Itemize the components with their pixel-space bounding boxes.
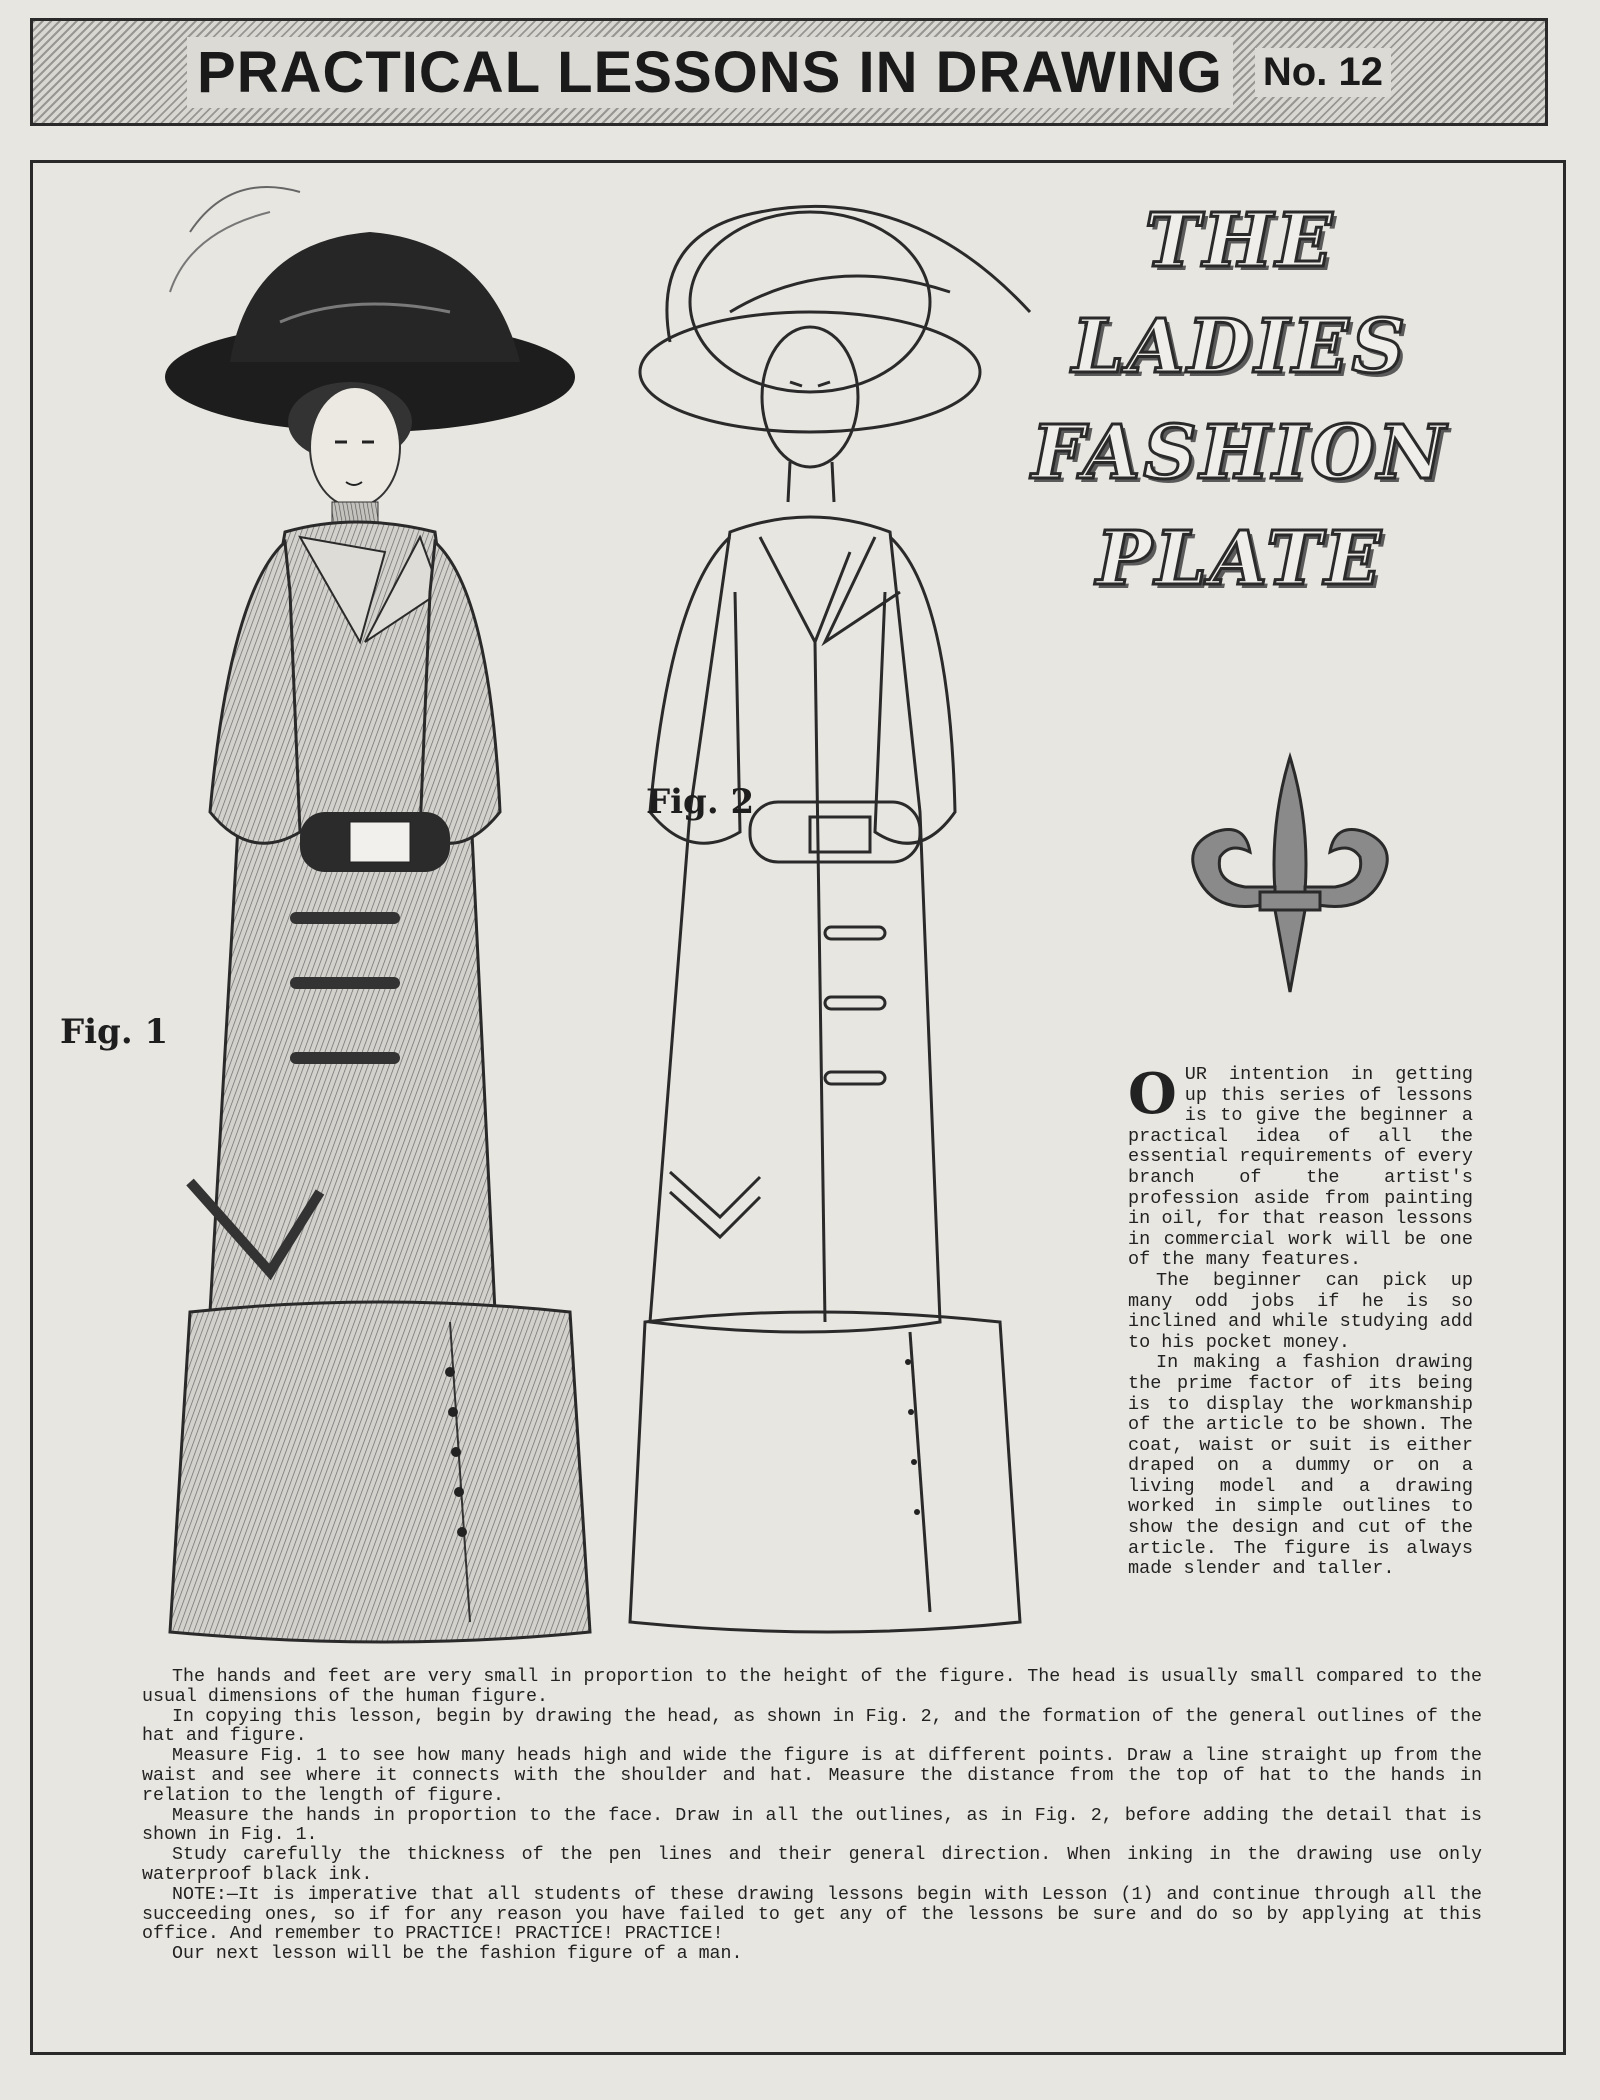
instruction-paragraph: Measure the hands in proportion to the face. Draw in all the outlines, as in Fig. 2, before adding the detail that is shown in Fig. 1. [142, 1805, 1482, 1846]
fashion-plate-title [990, 188, 1490, 612]
instruction-paragraph: In copying this lesson, begin by drawing the head, as shown in Fig. 2, and the formation of the general outlines of the hat and figure. [142, 1706, 1482, 1747]
instruction-paragraph: Our next lesson will be the fashion figure of a man. [172, 1944, 743, 1965]
title-line-3: FASHION [1031, 410, 1449, 496]
fig2-label: Fig. 2 [646, 782, 755, 822]
fig1-label: Fig. 1 [60, 1012, 169, 1052]
instruction-paragraph: Measure Fig. 1 to see how many heads high and wide the figure is at different points. Draw a line straight up from the waist and see where it connects with the shoulder and hat. Measure the distance from the top of hat to the hands in relation to the length of figure. [142, 1746, 1482, 1806]
intro-paragraph [1128, 1061, 1473, 1271]
intro-text [1128, 1061, 1473, 1580]
fig1-illustration [150, 172, 600, 1652]
intro-first-text: UR intention in getting up this series of lessons is to give the beginner a practical idea of all the essential requirements of every branch of the artist's profession aside from painting in oil, for that reason lessons in commercial work will be one of the many features. [1128, 1064, 1473, 1271]
instruction-paragraph: The hands and feet are very small in proportion to the height of the figure. The head is usually small compared to the usual dimensions of the human figure. [142, 1667, 1482, 1707]
header-banner [30, 18, 1548, 126]
title-line-2: LADIES [1071, 304, 1409, 390]
fleur-de-lis-icon [1160, 752, 1420, 1002]
lesson-number: No. 12 [1255, 48, 1391, 97]
title-line-1: THE [1144, 198, 1336, 284]
instruction-paragraph: Study carefully the thickness of the pen lines and their general direction. When inking in the drawing use only waterproof black ink. [142, 1845, 1482, 1885]
drop-cap: O [1128, 1061, 1177, 1127]
intro-paragraph: The beginner can pick up many odd jobs if he is so inclined and while studying add to his pocket money. [1128, 1269, 1473, 1353]
instructions-text [142, 1668, 1482, 1965]
page-title: PRACTICAL LESSONS IN DRAWING [187, 37, 1233, 108]
intro-paragraph: In making a fashion drawing the prime factor of its being is to display the workmanship of the article to be shown. The coat, waist or suit is either draped on a dummy or on a living model and a drawing worked in simple outlines to show the design and cut of the article. The figure is always made slender and taller. [1128, 1352, 1473, 1580]
title-line-4: PLATE [1096, 516, 1384, 602]
instruction-paragraph: NOTE:—It is imperative that all students of these drawing lessons begin with Lesson (1) and continue through all the succeeding ones, so if for any reason you have failed to get any of the lessons be sure and do so by applying at this office. And remember to PRACTICE! PRACTICE! PRACTICE! [142, 1884, 1482, 1945]
